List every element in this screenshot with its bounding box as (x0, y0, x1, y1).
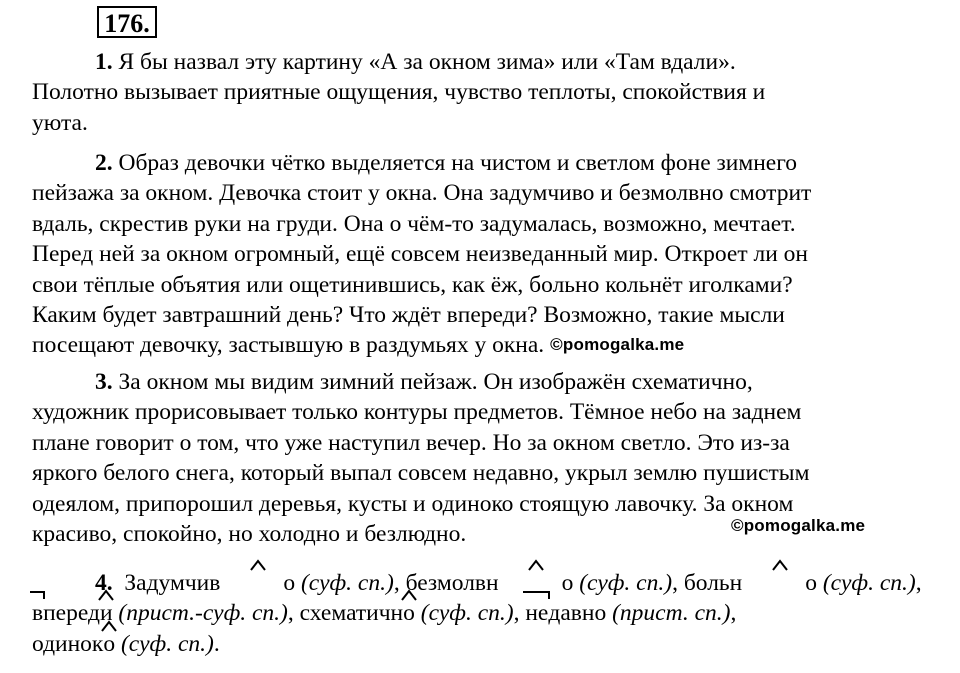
paragraph-line (32, 568, 932, 598)
analysis-note: (суф. сп.) (300, 570, 394, 596)
word-stem: давн (548, 600, 595, 627)
suffix (742, 568, 817, 598)
suffix-mark-icon (772, 559, 788, 571)
suffix-mark-icon (528, 559, 544, 571)
paragraph-line: красиво, спокойно, но холодно и безлюдно. (32, 521, 467, 548)
suffix (403, 598, 415, 628)
paragraph-text: посещают девочку, застывшую в раздумьях у окна. (32, 332, 545, 359)
paragraph-line: уюта. (32, 109, 88, 136)
separator: , (730, 600, 737, 627)
suffix-letter: о (283, 570, 296, 596)
suffix-letter: о (561, 570, 574, 596)
separator: , (672, 570, 684, 596)
suffix-letter: о (805, 570, 817, 596)
paragraph-number: 4. (95, 570, 113, 596)
watermark: ©pomogalka.me (731, 516, 866, 535)
word-stem: одинок (32, 630, 104, 657)
paragraph-number: 1. (95, 49, 113, 75)
paragraph-line: художник прорисовывает только контуры предметов. Тёмное небо на заднем (32, 399, 802, 426)
paragraph-line: Каким будет завтрашний день? Что ждёт впереди? Возможно, такие мысли (32, 302, 785, 329)
suffix-letter: о (103, 630, 116, 657)
word-ending: о (594, 600, 607, 627)
word-stem: перед (43, 600, 100, 627)
separator: , (393, 570, 406, 596)
paragraph-1 (32, 47, 932, 138)
suffix-mark-icon (250, 559, 266, 571)
paragraph-line (32, 330, 932, 360)
word-stem: Задумчив (124, 570, 221, 596)
separator: , (915, 570, 922, 596)
paragraph-line: Перед ней за окном огромный, ещё совсем неизведанный мир. Откроет ли он (32, 241, 809, 268)
task-number-box: 176. (97, 6, 157, 38)
paragraph-line (32, 598, 932, 628)
paragraph-line: плане говорит о том, что уже наступил вечер. Но за окном светло. Это из-за (32, 429, 790, 456)
paragraph-text: Образ девочки чётко выделяется на чистом и светлом фоне зимнего (112, 150, 798, 176)
paragraph-number: 3. (95, 369, 113, 395)
prefix (32, 598, 43, 628)
paragraph-line (32, 367, 932, 397)
paragraph-number: 2. (95, 150, 113, 176)
paragraph-line: Полотно вызывает приятные ощущения, чувство теплоты, спокойствия и (32, 79, 766, 106)
suffix-letter: и (99, 600, 113, 627)
separator: , (513, 600, 526, 627)
paragraph-text: Я бы назвал эту картину «А за окном зима» или «Там вдали». (112, 49, 736, 75)
suffix-mark-icon (101, 620, 117, 632)
paragraph-text: За окном мы видим зимний пейзаж. Он изображён схематично, (112, 369, 753, 395)
paragraph-line: вдаль, скрестив руки на груди. Она о чём-то задумалась, возможно, мечтает. (32, 210, 796, 237)
suffix-letter: о (403, 600, 415, 627)
prefix (525, 598, 548, 628)
separator: . (213, 630, 220, 657)
analysis-note: (прист.-суф. сп.) (118, 600, 288, 627)
analysis-note: (прист. сп.) (612, 600, 731, 627)
paragraph-line: одеялом, припорошил деревья, кусты и одиноко стоящую лавочку. За окном (32, 490, 794, 517)
suffix-mark-icon (98, 589, 114, 601)
word-stem: больн (683, 570, 743, 596)
watermark: ©pomogalka.me (550, 335, 685, 355)
paragraph-line: свои тёплые объятия или ощетинившись, как ёж, больно кольнёт иголками? (32, 271, 793, 298)
suffix-mark-icon (401, 589, 417, 601)
prefix-letters: не (525, 600, 549, 627)
paragraph-line: яркого белого снега, который выпал совсем недавно, укрыл землю пушистым (32, 460, 810, 487)
prefix-mark-icon (30, 591, 45, 599)
word-stem: безмолвн (405, 570, 499, 596)
paragraph-4 (32, 568, 932, 659)
paragraph-line: пейзажа за окном. Девочка стоит у окна. Она задумчиво и безмолвно смотрит (32, 180, 812, 207)
analysis-note: (суф. сп.) (120, 630, 214, 657)
prefix-letters: в (32, 600, 44, 627)
separator: , (287, 600, 300, 627)
suffix (103, 629, 115, 659)
suffix (220, 568, 295, 598)
paragraph-line (32, 148, 932, 178)
analysis-note: (суф. сп.) (822, 570, 916, 596)
prefix-mark-icon (523, 591, 550, 599)
analysis-note: (суф. сп.) (420, 600, 514, 627)
paragraph-2 (32, 148, 932, 361)
paragraph-line (32, 629, 932, 659)
analysis-note: (суф. сп.) (579, 570, 673, 596)
paragraph-line (32, 47, 932, 77)
word-stem: схематичн (299, 600, 404, 627)
